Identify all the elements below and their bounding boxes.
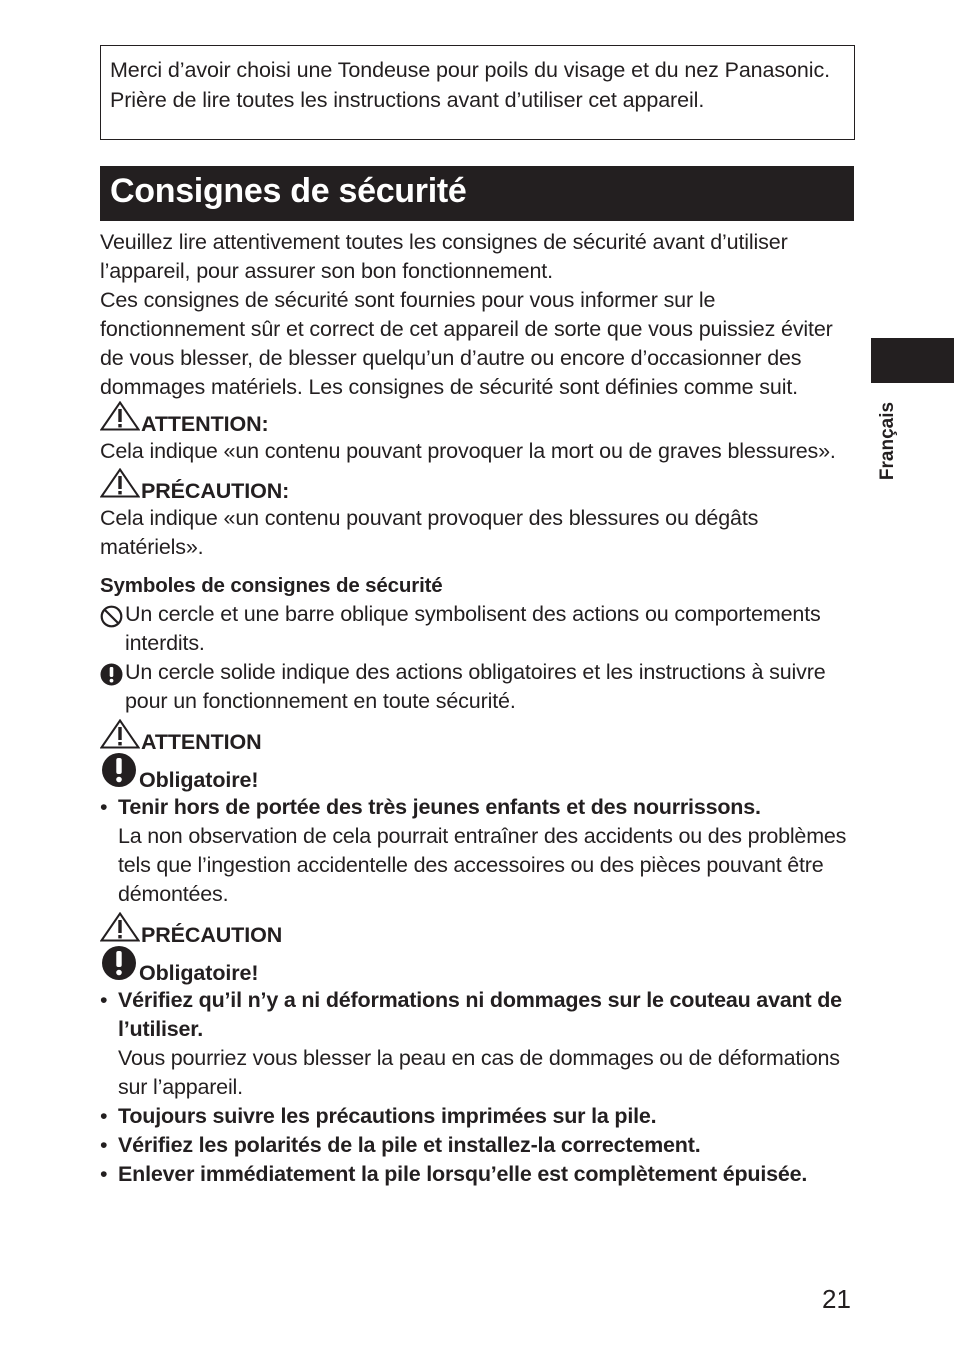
side-tab-marker	[871, 338, 954, 383]
bullet: •	[100, 1162, 108, 1186]
attention-definition-header	[100, 402, 860, 437]
warning-triangle-icon	[100, 468, 140, 504]
prohibited-symbol-row	[100, 600, 860, 658]
list-item-bold: Enlever immédiatement la pile lorsqu’elle est complètement épuisée.	[118, 1162, 808, 1186]
mandatory-circle-icon	[100, 753, 138, 793]
mandatory-symbol-text: Un cercle solide indique des actions obligatoires et les instructions à suivre pour un fonctionnement en toute sécurité.	[125, 660, 826, 713]
precaution-definition-label: PRÉCAUTION:	[141, 479, 290, 503]
content	[100, 228, 860, 1189]
attention-section-label: ATTENTION	[141, 730, 262, 754]
list-item	[100, 793, 860, 909]
warning-triangle-icon	[100, 912, 140, 948]
symbols-heading: Symboles de consignes de sécurité	[100, 574, 443, 597]
precaution-definition-header	[100, 466, 860, 504]
attention-definition-label: ATTENTION:	[141, 412, 269, 436]
attention-section-header	[100, 716, 860, 755]
bullet: •	[100, 795, 108, 819]
list-item-text: Vous pourriez vous blesser la peau en cas de dommages ou de déformations sur l’appareil.	[118, 1046, 840, 1099]
list-item	[100, 986, 860, 1102]
intro-box	[100, 45, 855, 140]
list-item-bold: Vérifiez les polarités de la pile et installez-la correctement.	[118, 1133, 701, 1157]
attention-mandatory-label: Obligatoire!	[139, 768, 259, 792]
precaution-section-header	[100, 909, 860, 948]
precaution-section-label: PRÉCAUTION	[141, 923, 283, 947]
mandatory-circle-icon	[100, 946, 138, 986]
side-tab-label: Français	[877, 401, 898, 481]
bullet: •	[100, 988, 108, 1012]
list-item-bold: Tenir hors de portée des très jeunes enfants et des nourrissons.	[118, 795, 761, 819]
list-item	[100, 1160, 860, 1189]
bullet: •	[100, 1104, 108, 1128]
prohibited-circle-icon	[100, 600, 125, 658]
intro-paragraph-2: Ces consignes de sécurité sont fournies pour vous informer sur le fonctionnement sûr et correct de cet appareil de sorte que vous puissiez éviter de vous blesser, de blesser quelqu’un d’autre ou encore d’occasionner des dommages matériels. Les consignes de sécurité sont définies comme suit.	[100, 288, 833, 399]
list-item	[100, 1102, 860, 1131]
precaution-mandatory-label: Obligatoire!	[139, 961, 259, 985]
mandatory-symbol-row	[100, 658, 860, 716]
page-title: Consignes de sécurité	[110, 172, 467, 210]
title-bar	[100, 166, 854, 221]
list-item	[100, 1131, 860, 1160]
intro-paragraph-1: Veuillez lire attentivement toutes les consignes de sécurité avant d’utiliser l’appareil, pour assurer son bon fonctionnement.	[100, 230, 788, 283]
warning-triangle-icon	[100, 719, 140, 755]
precaution-definition-text: Cela indique «un contenu pouvant provoquer des blessures ou dégâts matériels».	[100, 506, 759, 559]
precaution-mandatory-header	[100, 948, 860, 986]
attention-definition-text: Cela indique «un contenu pouvant provoquer la mort ou de graves blessures».	[100, 439, 836, 463]
list-item-text: La non observation de cela pourrait entraîner des accidents ou des problèmes tels que l’ingestion accidentelle des accessoires ou des pièces pouvant être démontées.	[118, 824, 847, 906]
list-item-bold: Toujours suivre les précautions imprimées sur la pile.	[118, 1104, 657, 1128]
attention-mandatory-header	[100, 755, 860, 793]
intro-text: Merci d’avoir choisi une Tondeuse pour poils du visage et du nez Panasonic. Prière de lire toutes les instructions avant d’utiliser cet appareil.	[110, 58, 830, 112]
prohibited-symbol-text: Un cercle et une barre oblique symbolisent des actions ou comportements interdits.	[125, 602, 821, 655]
mandatory-circle-icon	[100, 658, 125, 716]
bullet: •	[100, 1133, 108, 1157]
list-item-bold: Vérifiez qu’il n’y a ni déformations ni dommages sur le couteau avant de l’utiliser.	[118, 988, 842, 1041]
warning-triangle-icon	[100, 401, 140, 437]
page-number: 21	[822, 1284, 851, 1314]
